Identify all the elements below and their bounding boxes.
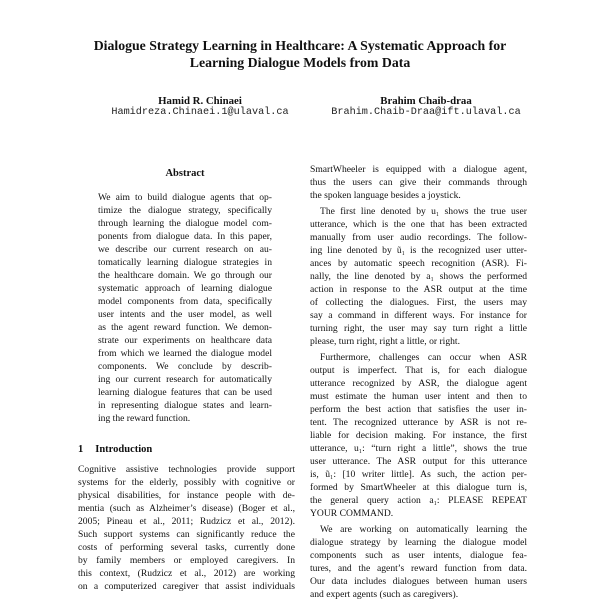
abstract-line: We aim to build dialogue agents that op- — [98, 192, 272, 203]
body-line: the general query action a₁: PLEASE REPEAT — [310, 495, 527, 506]
intro-line: 2005; Pineau et al., 2011; Rudzicz et al., 2012). — [78, 516, 295, 527]
intro-line: mentia (such as Alzheimer’s disease) (Boger et al., — [78, 503, 295, 514]
body-line: please, turn right, right a little, or right. — [310, 336, 461, 347]
intro-line: systems for the elderly, possibly with cognitive or — [78, 477, 295, 488]
body-line: user utterance. The ASR output for this utterance — [310, 456, 527, 467]
abstract-line: ing the reward function. — [98, 413, 191, 424]
abstract-heading: Abstract — [165, 168, 205, 179]
abstract-line: as the agent reward function. We demon- — [98, 322, 272, 333]
intro-line: physical disabilities, for instance people with de- — [78, 490, 295, 501]
body-line: components such as user intents, dialogue fea- — [310, 550, 527, 561]
intro-line: on a computerized caregiver that assist individuals — [78, 581, 295, 592]
abstract-line: ponents from dialogue data. In this paper, — [98, 231, 272, 242]
body-line: output is imperfect. That is, for each dialogue — [310, 365, 527, 376]
paper-title-line-1: Dialogue Strategy Learning in Healthcare: A Systematic Approach for — [93, 38, 507, 53]
body-line: tent. The recognized utterance by ASR is not re- — [310, 417, 527, 428]
abstract-line: strate our experiments on healthcare data — [98, 335, 272, 346]
body-line: utterance, which is the one that has been extracted — [310, 219, 527, 230]
body-line: action in response to the ASR output at the time — [310, 284, 527, 295]
intro-line: costs of performing several tasks, currently done — [78, 542, 295, 553]
section-title: Introduction — [95, 444, 153, 455]
body-line: ances by automatic speech recognition (ASR). Fi- — [310, 258, 527, 269]
intro-line: Such support systems can significantly reduce the — [78, 529, 295, 540]
abstract-line: in representing dialogue states and learn- — [98, 400, 272, 411]
author-2-email: Brahim.Chaib-Draa@ift.ulaval.ca — [331, 107, 521, 118]
intro-line: Cognitive assistive technologies provide support — [78, 464, 295, 475]
body-line: dialogue strategy by learning the dialogue model — [310, 537, 527, 548]
body-line: utterance recognized by ASR, the dialogue agent — [310, 378, 527, 389]
author-1-name: Hamid R. Chinaei — [158, 95, 242, 107]
body-line: say a command in different ways. For instance for — [310, 310, 527, 321]
body-line: perform the best action that satisfies the user in- — [310, 404, 527, 415]
body-line: SmartWheeler is equipped with a dialogue agent, — [310, 164, 527, 175]
section-heading — [78, 444, 152, 455]
body-line: must estimate the human user intent and then to — [310, 391, 527, 402]
abstract-line: through learning the dialogue model com- — [98, 218, 272, 229]
body-line: the spoken language besides a joystick. — [310, 190, 461, 201]
abstract-line: timize the dialogue strategy, specifically — [98, 205, 272, 216]
author-2-name: Brahim Chaib-draa — [380, 95, 472, 107]
paper-title-line-2: Learning Dialogue Models from Data — [189, 55, 411, 70]
body-line: turning right, the user may say turn right a little — [310, 323, 527, 334]
body-line: manually from user audio recordings. The follow- — [310, 232, 527, 243]
intro-line: by family members or employed caregivers. In — [78, 555, 295, 566]
body-line: and expert agents (such as caregivers). — [310, 589, 459, 600]
body-line: formed by SmartWheeler at this dialogue turn is, — [310, 482, 527, 493]
body-line: thus the users can give their commands through — [310, 177, 527, 188]
abstract-line: components. We conclude by describ- — [98, 361, 272, 372]
body-line: nally, the line denoted by a₁ shows the performed — [310, 271, 527, 282]
author-1-email: Hamidreza.Chinaei.1@ulaval.ca — [111, 107, 289, 118]
abstract-line: from which we learned the dialogue model — [98, 348, 272, 359]
body-line: YOUR COMMAND. — [310, 508, 394, 519]
body-line: of collecting the dialogues. First, the users may — [310, 297, 527, 308]
abstract-line: ing our current research for automatically — [98, 374, 272, 385]
abstract-line: the healthcare domain. We go through our — [98, 270, 272, 281]
body-line: utterance, u₁: “turn right a little”, shows the true — [310, 443, 527, 454]
body-line: Furthermore, challenges can occur when ASR — [320, 352, 527, 363]
intro-line: this context, (Rudzicz et al., 2012) are working — [78, 568, 295, 579]
body-line: is, ũ₁: [10 writer little]. As such, the action per- — [310, 469, 527, 480]
body-line: Our data includes dialogues between human users — [310, 576, 527, 587]
abstract-line: learning dialogue features that can be used — [98, 387, 272, 398]
abstract-line: we describe our current research on au- — [98, 244, 272, 255]
body-line: tures, and the agent’s reward function from data. — [310, 563, 527, 574]
section-number: 1 — [78, 444, 84, 455]
abstract-line: model components from data, specifically — [98, 296, 272, 307]
abstract-line: tomatically learning dialogue strategies in — [98, 257, 272, 268]
abstract-line: systematic approach of learning dialogue — [98, 283, 272, 294]
body-line: We are working on automatically learning the — [320, 524, 527, 535]
abstract-line: user intents and the user model, as well — [98, 309, 272, 320]
body-line: The first line denoted by u₁ shows the true user — [320, 206, 527, 217]
body-line: liable for decision making. For instance, the first — [310, 430, 527, 441]
body-line: ing line denoted by ũ₁ is the recognized user utter- — [310, 245, 527, 256]
